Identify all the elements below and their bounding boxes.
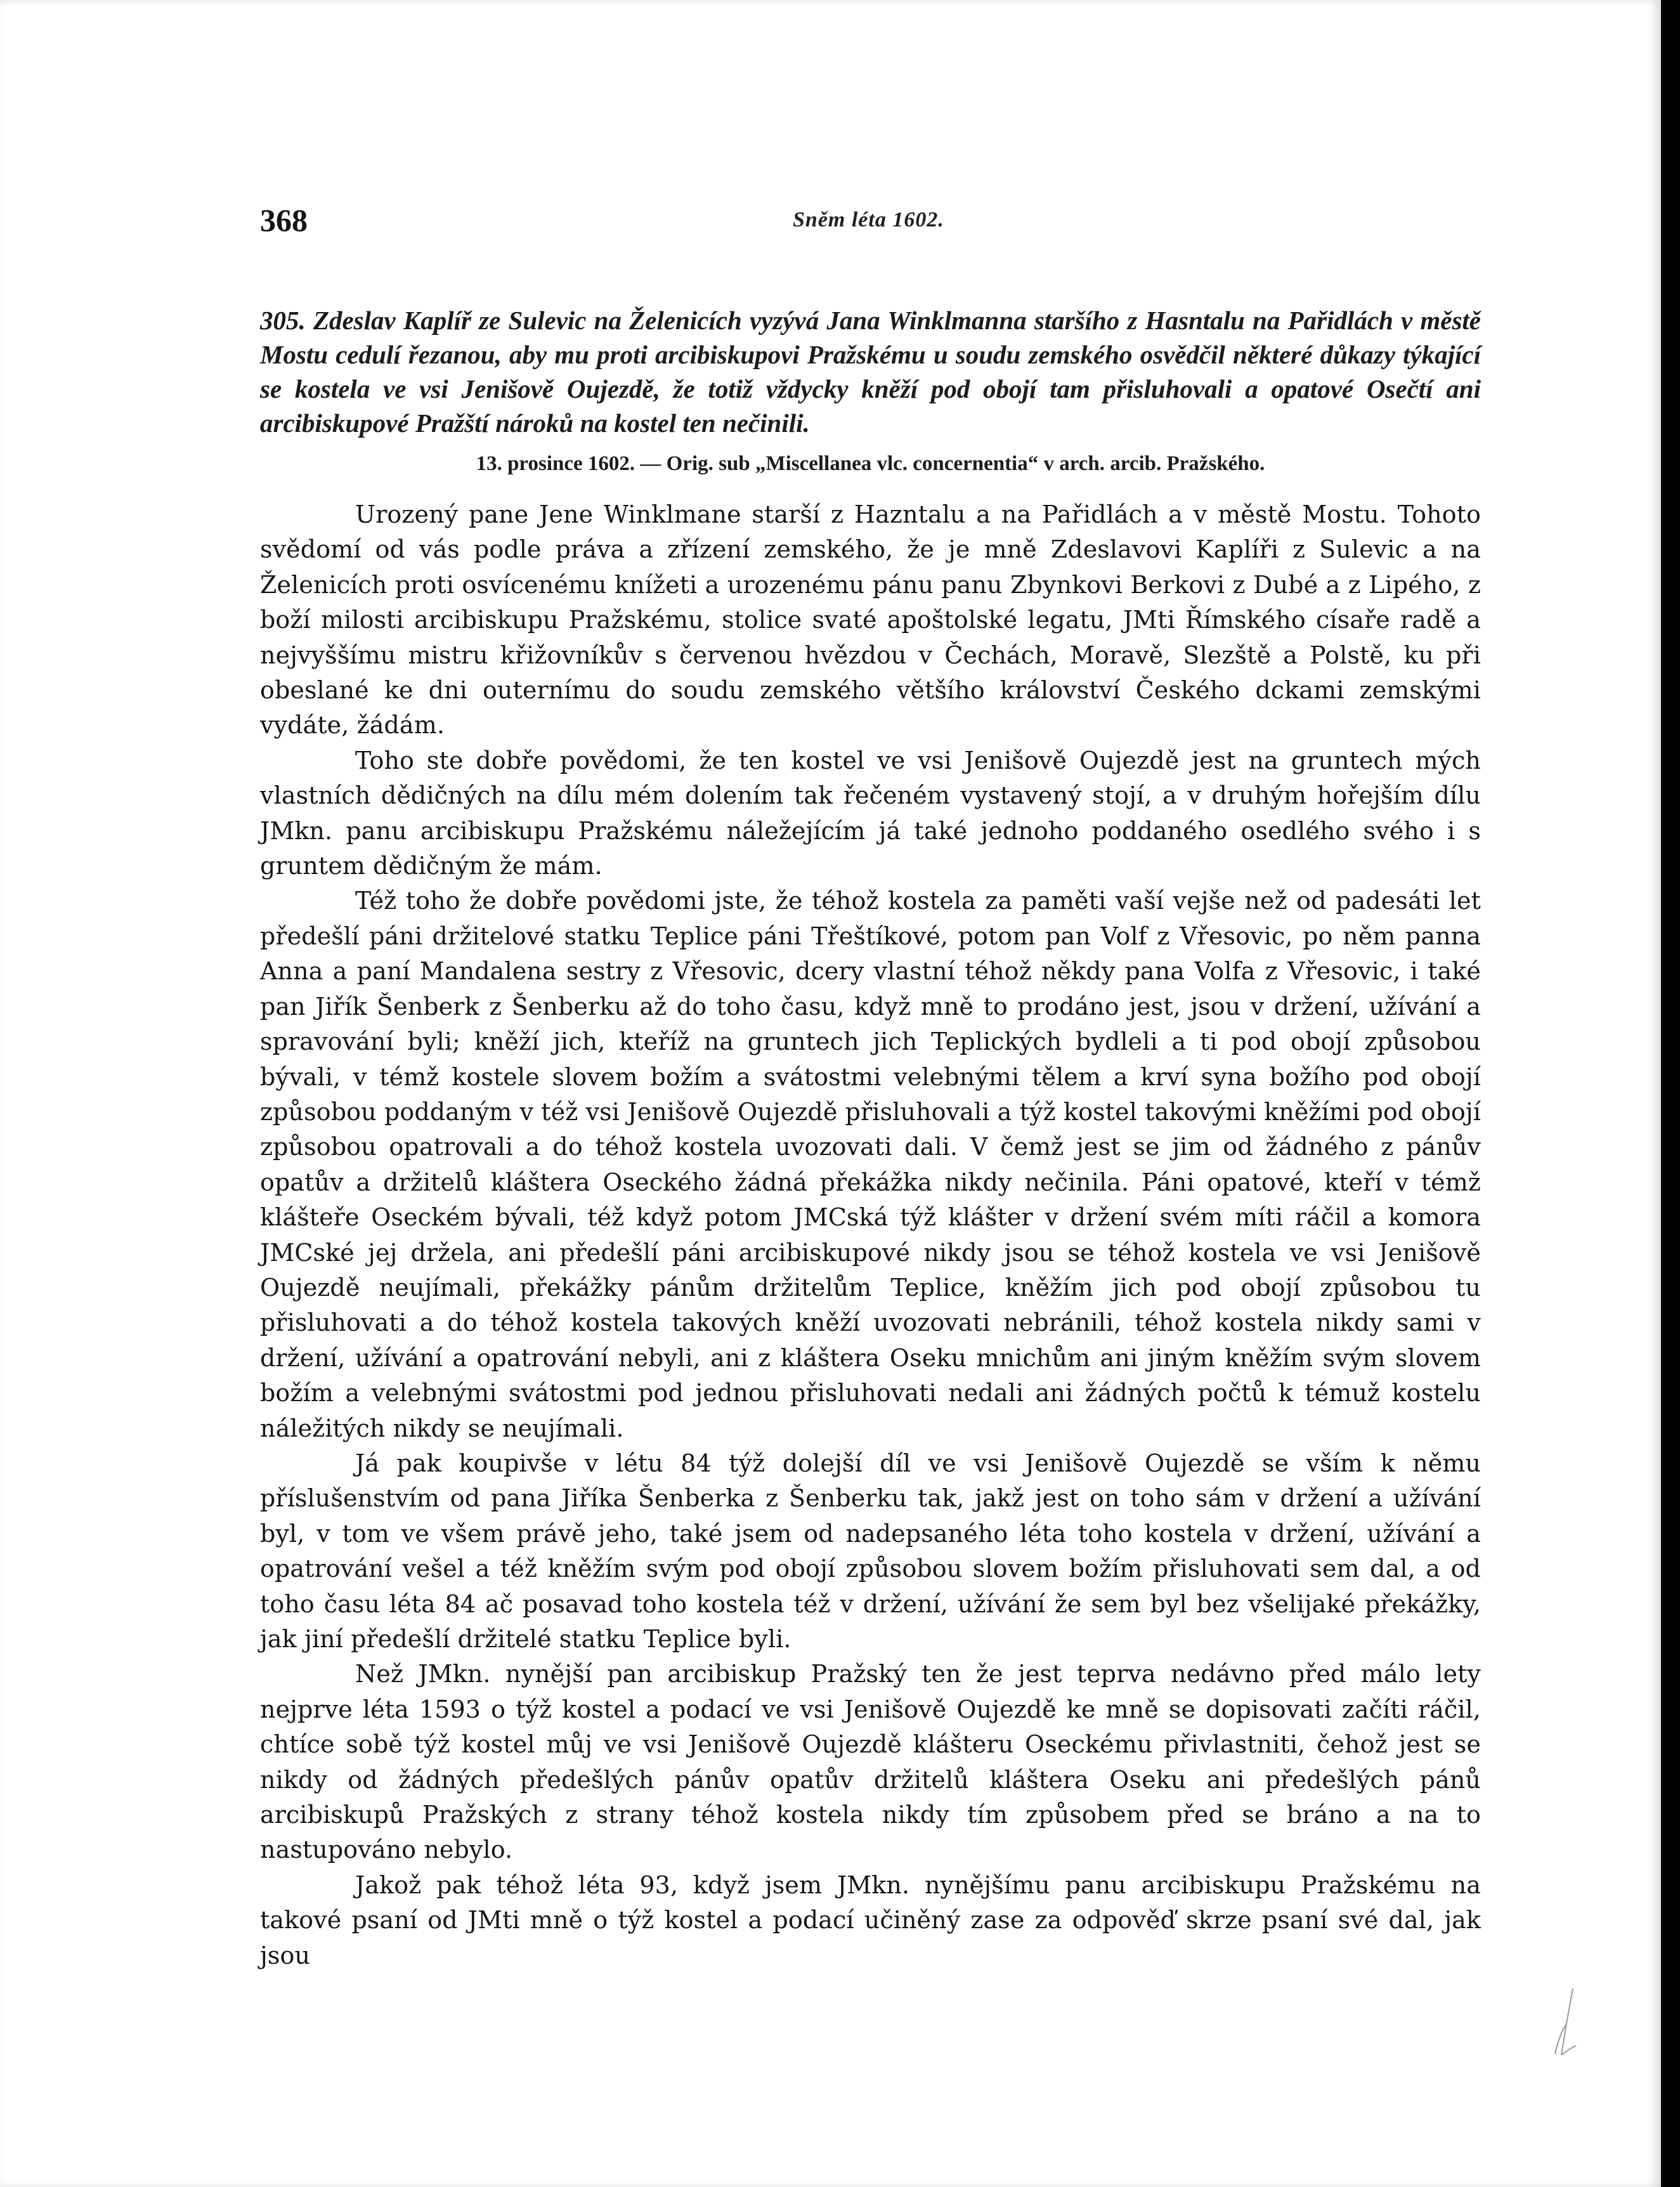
- source-note: 13. prosince 1602. — Orig. sub „Miscellanea vlc. concernentia“ v arch. arcib. Pražského.: [476, 452, 1265, 475]
- regest-number: 305.: [260, 306, 306, 335]
- scan-edge: [1661, 0, 1680, 2187]
- margin-pencil-mark: [1547, 1985, 1586, 2068]
- paragraph: Toho ste dobře povědomi, že ten kostel ve vsi Jenišově Oujezdě jest na gruntech mých vlastních dědičných na dílu mém dolením tak řečeném vystavený stojí, a v druhým hořejším dílu JMkn. panu arcibiskupu Pražskému náležejícím já také jednoho poddaného osedlého svého i s gruntem dědičným že mám.: [260, 746, 1481, 880]
- running-head: Sněm léta 1602.: [793, 208, 944, 232]
- regest: [260, 303, 1481, 440]
- page-number: 368: [260, 202, 308, 238]
- paragraph: Než JMkn. nynější pan arcibiskup Pražský ten že jest teprva nedávno před málo lety nejprve léta 1593 o týž kostel a podací ve vsi Jenišově Oujezdě ke mně se dopisovati začíti ráčil, chtíce sobě týž kostel můj ve vsi Jenišově Oujezdě klášteru Oseckému přivlastniti, čehož jest se nikdy od žádných předešlých pánův opatův držitelů kláštera Oseku ani předešlých pánů arcibiskupů Pražských z strany téhož kostela nikdy tím způsobem před se bráno a na to nastupováno nebylo.: [260, 1660, 1481, 1864]
- letter-body: [260, 497, 1481, 1973]
- paragraph: Já pak koupivše v létu 84 týž dolejší díl ve vsi Jenišově Oujezdě se vším k němu příslušenstvím od pana Jiříka Šenberka z Šenberku tak, jakž jest on toho sám v držení a užívání byl, v tom ve všem právě jeho, také jsem od nadepsaného léta toho kostela v držení, užívání a opatrování vešel a též kněžím svým pod obojí způsobou slovem božím přisluhovati sem dal, a od toho času léta 84 ač posavad toho kostela též v držení, užívání že sem byl bez všelijaké překážky, jak jiní předešlí držitelé statku Teplice byli.: [260, 1449, 1481, 1653]
- regest-text: Zdeslav Kaplíř ze Sulevic na Želenicích vyzývá Jana Winklmanna staršího z Hasntalu na Pařidlách v městě Mostu cedulí řezanou, aby mu proti arcibiskupovi Pražskému u soudu zemského osvědčil některé důkazy týkající se kostela ve vsi Jenišově Oujezdě, že totiž vždycky kněží pod obojí tam přisluhovali a opatové Osečtí ani arcibiskupové Pražští nároků na kostel ten nečinili.: [260, 306, 1481, 438]
- paragraph: Jakož pak téhož léta 93, když jsem JMkn. nynějšímu panu arcibiskupu Pražskému na takové psaní od JMti mně o týž kostel a podací učiněný zase za odpověď skrze psaní své dal, jak jsou: [260, 1870, 1481, 1969]
- paragraph: Též toho že dobře povědomi jste, že téhož kostela za paměti vaší vejše než od padesáti let předešlí páni držitelové statku Teplice páni Třeštíkové, potom pan Volf z Vřesovic, po něm panna Anna a paní Mandalena sestry z Vřesovic, dcery vlastní téhož někdy pana Volfa z Vřesovic, i také pan Jiřík Šenberk z Šenberku až do toho času, když mně to prodáno jest, jsou v držení, užívání a spravování byli; kněží jich, kteříž na gruntech jich Teplických bydleli a ti pod obojí způsobou bývali, v témž kostele slovem božím a svátostmi velebnými tělem a krví syna božího pod obojí způsobou poddaným v též vsi Jenišově Oujezdě přisluhovali a týž kostel takovými kněžími pod obojí způsobou opatrovali a do téhož kostela uvozovati dali. V čemž jest se jim od žádného z pánův opatův a držitelů kláštera Oseckého žádná překážka nikdy nečinila. Páni opatové, kteří v témž klášteře Oseckém bývali, též když potom JMCská týž klášter v držení svém míti ráčil a komora JMCské jej držela, ani předešlí páni arcibiskupové nikdy jsou se téhož kostela ve vsi Jenišově Oujezdě neujímali, překážky pánům držitelům Teplice, kněžím jich pod obojí způsobou tu přisluhovati a do téhož kostela takových kněží uvozovati nebránili, téhož kostela nikdy sami v držení, užívání a opatrování nebyli, ani z kláštera Oseku mnichům ani jiným kněžím svým slovem božím a velebnými svátostmi pod jednou přisluhovati nedali ani žádných počtů k témuž kostelu náležitých nikdy se neujímali.: [260, 887, 1481, 1442]
- page-header: [260, 202, 1465, 246]
- document-content: [260, 303, 1481, 1973]
- paragraph: Urozený pane Jene Winklmane starší z Hazntalu a na Pařidlách a v městě Mostu. Tohoto svědomí od vás podle práva a zřízení zemského, že je mně Zdeslavovi Kaplíři z Sulevic a na Želenicích proti osvícenému knížeti a urozenému pánu panu Zbynkovi Berkovi z Dubé a z Lipého, z boží milosti arcibiskupu Pražskému, stolice svaté apoštolské legatu, JMti Římského císaře radě a nejvyššímu mistru křižovníkův s červenou hvězdou v Čechách, Moravě, Slezště a Polstě, ku při obeslané ke dni outernímu do soudu zemského většího království Českého dckami zemskými vydáte, žádám.: [260, 500, 1481, 740]
